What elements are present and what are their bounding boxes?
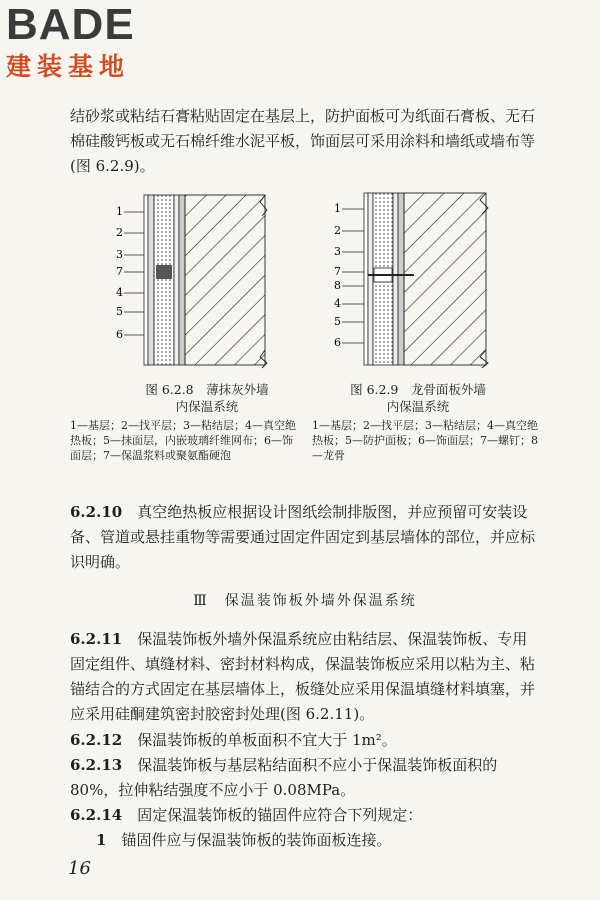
caption-right-line1: 图 6.2.9 龙骨面板外墙 (350, 382, 486, 397)
clause-number: 6.2.13 (70, 756, 123, 774)
clause-number: 6.2.11 (70, 630, 123, 648)
page-number: 16 (68, 858, 91, 879)
caption-right-line2: 内保温系统 (386, 399, 450, 414)
brand-logo (6, 2, 176, 82)
section-heading-3: Ⅲ 保温装饰板外墙外保温系统 (193, 593, 417, 609)
label-7: 7 (116, 265, 123, 278)
item-text: 锚固件应与保温装饰板的装饰面板连接。 (121, 831, 392, 849)
figure-left-labels (116, 205, 123, 341)
logo-sub: 建装基地 (6, 52, 131, 81)
label-5: 5 (116, 305, 123, 318)
clause-text: 固定保温装饰板的锚固件应符合下列规定： (137, 806, 423, 824)
finish-layer (364, 193, 368, 365)
label-4: 4 (116, 286, 123, 299)
label-2: 2 (334, 224, 341, 237)
label-8: 8 (334, 279, 341, 292)
clause-6-2-13 (70, 753, 540, 803)
clause-number: 6.2.14 (70, 806, 123, 824)
item-number: 1 (96, 831, 107, 849)
protective-board (368, 193, 373, 365)
figure-6-2-9 (330, 188, 500, 375)
label-6: 6 (334, 336, 341, 349)
label-3: 3 (116, 248, 123, 261)
clause-text: 保温装饰板与基层粘结面积不应小于保温装饰板面积的 80%，拉伸粘结强度不应小于 0.08MPa。 (70, 756, 498, 799)
caption-left-line1: 图 6.2.8 薄抹灰外墙 (145, 382, 269, 397)
leveling-layer (398, 193, 404, 365)
clause-6-2-14-item-1 (96, 828, 540, 853)
caption-left-line2: 内保温系统 (175, 399, 239, 414)
clause-text: 保温装饰板的单板面积不宜大于 1m²。 (137, 731, 397, 749)
clause-text: 保温装饰板外墙外保温系统应由粘结层、保温装饰板、专用固定组件、填缝材料、密封材料构成，保温装饰板应采用以粘为主、粘锚结合的方式固定在基层墙体上，板缝处应采用保温填缝材料填塞，并应采用硅酮建筑密封胶密封处理(图 6.2.11)。 (70, 630, 536, 723)
filler-strip (156, 265, 172, 279)
leveling-layer (179, 195, 185, 365)
vacuum-panel (154, 195, 174, 365)
label-3: 3 (334, 245, 341, 258)
base-wall (185, 195, 265, 365)
clause-6-2-14 (70, 803, 540, 828)
clause-6-2-12 (70, 728, 540, 753)
caption-left (112, 381, 302, 415)
label-4: 4 (334, 297, 341, 310)
clause-6-2-11 (70, 627, 540, 727)
logo-main: BADE (6, 0, 135, 49)
base-wall (404, 193, 486, 365)
clause-number: 6.2.10 (70, 503, 123, 521)
intro-paragraph: 结砂浆或粘结石膏粘贴固定在基层上，防护面板可为纸面石膏板、无石棉硅酸钙板或无石棉纤维水泥平板，饰面层可采用涂料和墙纸或墙布等(图 6.2.9)。 (70, 107, 536, 175)
adhesive-layer (393, 193, 398, 365)
clause-text: 真空绝热板应根据设计图纸绘制排版图，并应预留可安装设备、管道或悬挂重物等需要通过固定件固定到基层墙体的部位，并应标识明确。 (70, 503, 536, 571)
label-6: 6 (116, 328, 123, 341)
label-5: 5 (334, 315, 341, 328)
label-7: 7 (334, 265, 341, 278)
label-2: 2 (116, 226, 123, 239)
label-1: 1 (116, 205, 123, 218)
label-1: 1 (334, 202, 341, 215)
clause-6-2-10 (70, 500, 540, 575)
clause-number: 6.2.12 (70, 731, 123, 749)
legend-left: 1—基层；2—找平层；3—粘结层；4—真空绝热板；5—抹面层，内嵌玻璃纤维网布；6—饰面层；7—保温浆料或聚氨酯硬泡 (70, 419, 296, 462)
legend-right: 1—基层；2—找平层；3—粘结层；4—真空绝热板；5—防护面板；6—饰面层；7—螺钉；8—龙骨 (312, 419, 538, 462)
render-layer (148, 195, 154, 365)
finish-layer (144, 195, 148, 365)
caption-right (318, 381, 518, 415)
figure-right-labels (334, 202, 341, 349)
adhesive-layer (174, 195, 179, 365)
figure-6-2-8 (112, 190, 272, 375)
